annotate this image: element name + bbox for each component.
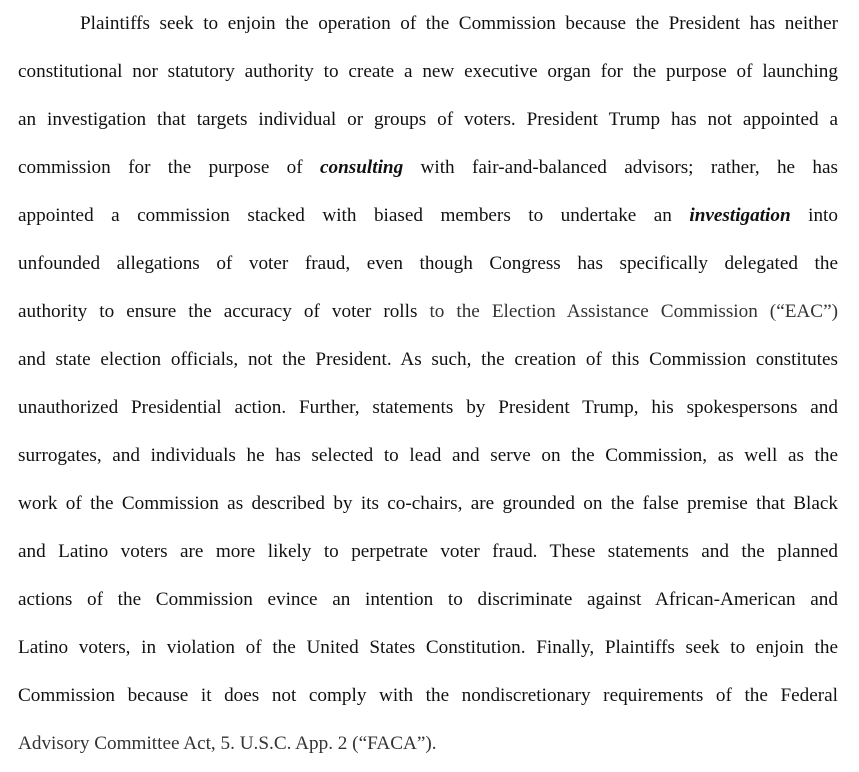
- paragraph-line-5: [18, 192, 838, 240]
- emphasized-consulting: consulting: [320, 157, 404, 178]
- line-text: an investigation that targets individual or groups of voters. President Trump has not appointed a: [18, 109, 838, 130]
- paragraph-line-14: [18, 624, 838, 672]
- line-text: unauthorized Presidential action. Further, statements by President Trump, his spokespersons and: [18, 397, 838, 418]
- emphasized-investigation: investigation: [689, 205, 791, 226]
- line-text-eac: to the Election Assistance Commission (“EAC”): [429, 301, 838, 322]
- paragraph-line-7: [18, 288, 838, 336]
- line-text: into: [790, 205, 838, 226]
- line-text: Commission because it does not comply with the nondiscretionary requirements of the Federal: [18, 685, 838, 706]
- line-text: authority to ensure the accuracy of voter rolls: [18, 301, 430, 322]
- paragraph-line-3: [18, 96, 838, 144]
- paragraph-line-10: [18, 432, 838, 480]
- paragraph-line-6: [18, 240, 838, 288]
- line-text: constitutional nor statutory authority to create a new executive organ for the purpose of launching: [18, 61, 838, 82]
- line-text: with fair-and-balanced advisors; rather, he has: [403, 157, 838, 178]
- line-text: Advisory Committee Act, 5. U.S.C. App. 2 (“FACA”).: [18, 733, 437, 754]
- paragraph-line-4: [18, 144, 838, 192]
- paragraph-line-9: [18, 384, 838, 432]
- paragraph-line-12: [18, 528, 838, 576]
- paragraph-line-15: [18, 672, 838, 720]
- paragraph-line-16: [18, 720, 838, 768]
- line-text: unfounded allegations of voter fraud, even though Congress has specifically delegated the: [18, 253, 838, 274]
- line-text: work of the Commission as described by its co-chairs, are grounded on the false premise that Black: [18, 493, 838, 514]
- line-text: surrogates, and individuals he has selected to lead and serve on the Commission, as well as the: [18, 445, 838, 466]
- line-text: Plaintiffs seek to enjoin the operation of the Commission because the President has neither: [80, 13, 838, 34]
- paragraph-line-2: [18, 48, 838, 96]
- line-text: and state election officials, not the President. As such, the creation of this Commission constitutes: [18, 349, 838, 370]
- paragraph-line-11: [18, 480, 838, 528]
- line-text: Latino voters, in violation of the United States Constitution. Finally, Plaintiffs seek to enjoin the: [18, 637, 838, 658]
- line-text: and Latino voters are more likely to perpetrate voter fraud. These statements and the planned: [18, 541, 838, 562]
- paragraph-line-1: [80, 0, 838, 48]
- paragraph-line-8: [18, 336, 838, 384]
- line-text: appointed a commission stacked with biased members to undertake an: [18, 205, 690, 226]
- line-text: commission for the purpose of: [18, 157, 320, 178]
- line-text: actions of the Commission evince an intention to discriminate against African-American and: [18, 589, 838, 610]
- paragraph-line-13: [18, 576, 838, 624]
